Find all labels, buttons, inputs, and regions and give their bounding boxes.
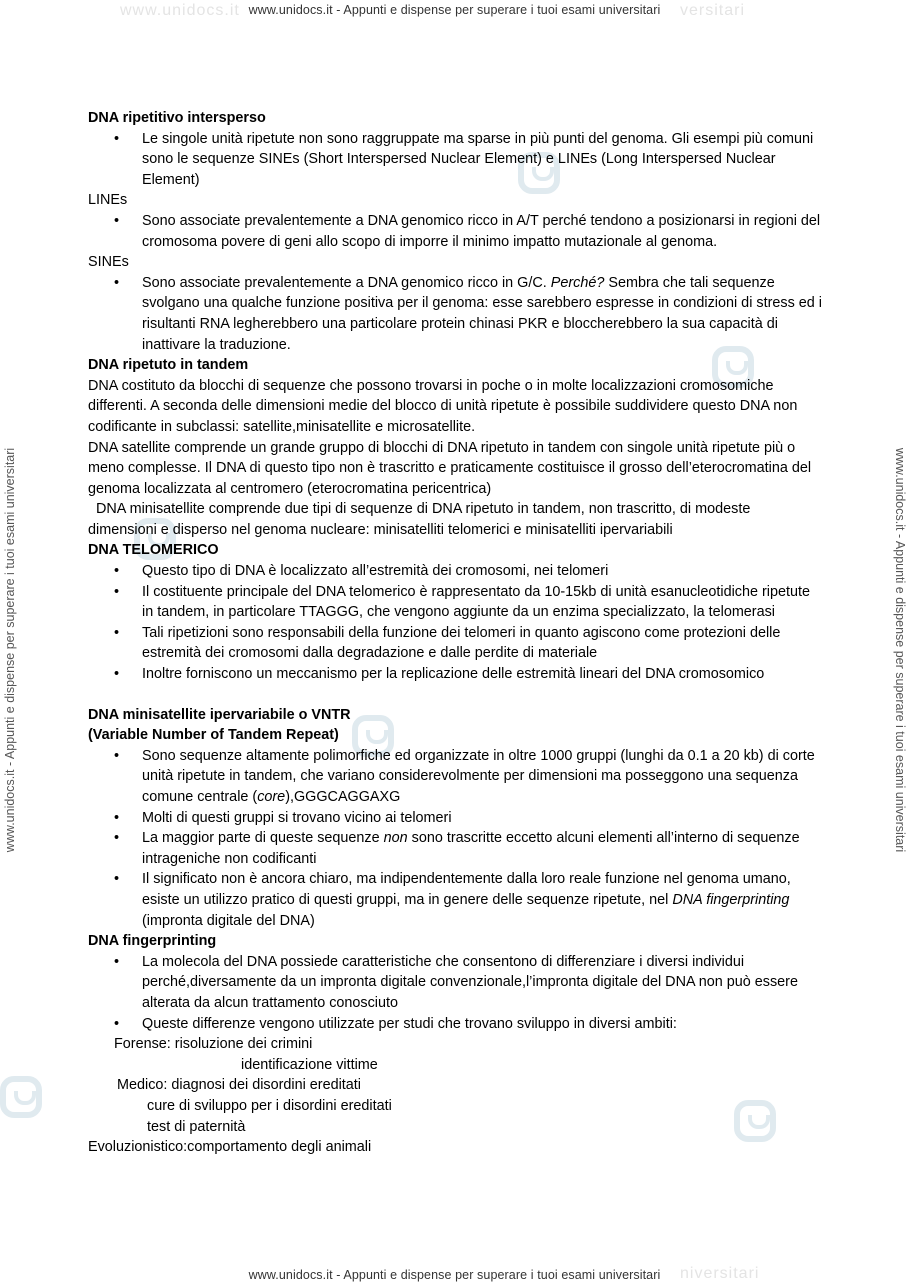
emphasis: Perché?: [550, 274, 605, 291]
heading-dna-tandem: DNA ripetuto in tandem: [88, 357, 249, 374]
watermark-logo-icon: [0, 1076, 42, 1118]
bullet-list: [88, 952, 823, 1034]
emphasis: core: [257, 789, 286, 805]
paragraph: DNA satellite comprende un grande gruppo di blocchi di DNA ripetuto in tandem con singole unità ripetute più o meno complesse. Il DNA di questo tipo non è trascritto e praticamente costituisce il grosso dell’eterocromatina del genoma localizzata al centromero (eterocromatina pericentrica): [88, 439, 812, 497]
text-run: sono trascritte eccetto alcuni elementi all’interno di sequenze intrageniche non codificanti: [142, 830, 800, 867]
side-watermark-right: www.unidocs.it - Appunti e dispense per superare i tuoi esami universitari: [893, 447, 907, 853]
list-item: • Molti di questi gruppi si trovano vicino ai telomeri: [88, 808, 823, 829]
text-run: Sono sequenze altamente polimorfiche ed organizzate in oltre 1000 gruppi (lunghi da 0.1 a 20 kb) di corte unità ripetute in tandem, che variano considerevolmente per dimensioni ma posseggono una sequenza comune centrale (: [142, 747, 815, 805]
text-run: (impronta digitale del DNA): [142, 912, 315, 929]
bullet-list: [88, 211, 823, 252]
page-header[interactable]: www.unidocs.it - Appunti e dispense per superare i tuoi esami universitari: [248, 3, 661, 17]
page-footer[interactable]: www.unidocs.it - Appunti e dispense per superare i tuoi esami universitari: [248, 1268, 661, 1282]
text-run: Sembra che tali sequenze svolgano una qualche funzione positiva per il genoma: esse sarebbero espresse in condizioni di stress ed i risultanti RNA legherebbero una particolare protein chinasi PKR e bloccherebbero la sua capacità di inattivare la traduzione.: [142, 274, 822, 353]
list-item: • Sono associate prevalentemente a DNA genomico ricco in A/T perché tendono a posizionarsi in regioni del cromosoma povere di geni allo scopo di imporre il minimo impatto mutazionale al genoma.: [88, 211, 823, 252]
document-body: [88, 108, 823, 1158]
heading-dna-intersperso: DNA ripetitivo intersperso: [88, 110, 266, 126]
list-item: [88, 746, 823, 808]
bullet-list: [88, 561, 823, 685]
bullet-list: [88, 273, 823, 355]
application-line: Forense: risoluzione dei crimini: [114, 1036, 313, 1053]
application-line: Evoluzionistico:comportamento degli animali: [88, 1139, 372, 1156]
heading-dna-telomerico: DNA TELOMERICO: [88, 542, 219, 559]
list-item: • Le singole unità ripetute non sono raggruppate ma sparse in più punti del genoma. Gli esempi più comuni sono le sequenze SINEs (Short Interspersed Nuclear Element) e LINEs (Long Interspersed Nuclear Element): [88, 129, 823, 191]
list-item: • Il costituente principale del DNA telomerico è rappresentato da 10-15kb di unità esanucleotidiche ripetute in tandem, in particolare TTAGGG, che vengono aggiunte da un enzima specializzato, la telomerasi: [88, 582, 823, 623]
application-line: cure di sviluppo per i disordini ereditati: [147, 1097, 392, 1114]
bullet-list: [88, 129, 823, 191]
application-line: test di paternità: [147, 1118, 246, 1135]
text-run: Sono associate prevalentemente a DNA genomico ricco in G/C.: [142, 274, 551, 291]
footer-ghost-text-right: niversitari: [680, 1265, 760, 1282]
heading-dna-fingerprinting: DNA fingerprinting: [88, 933, 217, 950]
emphasis: DNA fingerprinting: [672, 891, 790, 908]
application-line: identificazione vittime: [241, 1056, 378, 1073]
paragraph: DNA minisatellite comprende due tipi di sequenze di DNA ripetuto in tandem, non trascritto, di modeste dimensioni e disperso nel genoma nucleare: minisatelliti telomerici e minisatelliti ipervariabili: [88, 501, 751, 538]
list-item: • Queste differenze vengono utilizzate per studi che trovano sviluppo in diversi ambiti:: [88, 1014, 823, 1035]
heading-vntr-sub: (Variable Number of Tandem Repeat): [88, 727, 339, 744]
heading-vntr: DNA minisatellite ipervariabile o VNTR: [88, 706, 351, 723]
paragraph: DNA costituto da blocchi di sequenze che possono trovarsi in poche o in molte localizzazioni cromosomiche differenti. A seconda delle dimensioni medie del blocco di unità ripetute è possibile suddividere questo DNA non codificante in subclassi: satellite,minisatellite e microsatellite.: [88, 377, 798, 435]
text-run: ),GGGCAGGAXG: [285, 789, 401, 805]
list-item: [88, 828, 823, 869]
list-item: [88, 273, 823, 355]
text-run: La maggior parte di queste sequenze: [142, 830, 384, 847]
list-item: [88, 869, 823, 931]
emphasis: non: [383, 830, 408, 847]
application-line: Medico: diagnosi dei disordini ereditati: [117, 1077, 361, 1094]
header-ghost-text-right: versitari: [680, 2, 746, 19]
heading-sines: SINEs: [88, 254, 129, 271]
list-item: • Tali ripetizioni sono responsabili della funzione dei telomeri in quanto agiscono come protezioni delle estremità dei cromosomi dalla degradazione e dalle perdite di materiale: [88, 623, 823, 664]
list-item: • Inoltre forniscono un meccanismo per la replicazione delle estremità lineari del DNA cromosomico: [88, 664, 823, 685]
heading-lines: LINEs: [88, 192, 128, 209]
list-item: • La molecola del DNA possiede caratteristiche che consentono di differenziare i diversi individui perché,diversamente da un impronta digitale convenzionale,l’impronta digitale del DNA non può essere alterata da alcun trattamento conosciuto: [88, 952, 823, 1014]
text-run: Il significato non è ancora chiaro, ma indipendentemente dalla loro reale funzione nel genoma umano, esiste un utilizzo pratico di questi gruppi, ma in genere delle sequenze ripetute, nel: [142, 871, 791, 908]
side-watermark-left: www.unidocs.it - Appunti e dispense per superare i tuoi esami universitari: [3, 447, 17, 853]
bullet-list: [88, 746, 823, 931]
header-ghost-text: www.unidocs.it: [120, 2, 240, 19]
list-item: • Questo tipo di DNA è localizzato all’estremità dei cromosomi, nei telomeri: [88, 561, 823, 582]
